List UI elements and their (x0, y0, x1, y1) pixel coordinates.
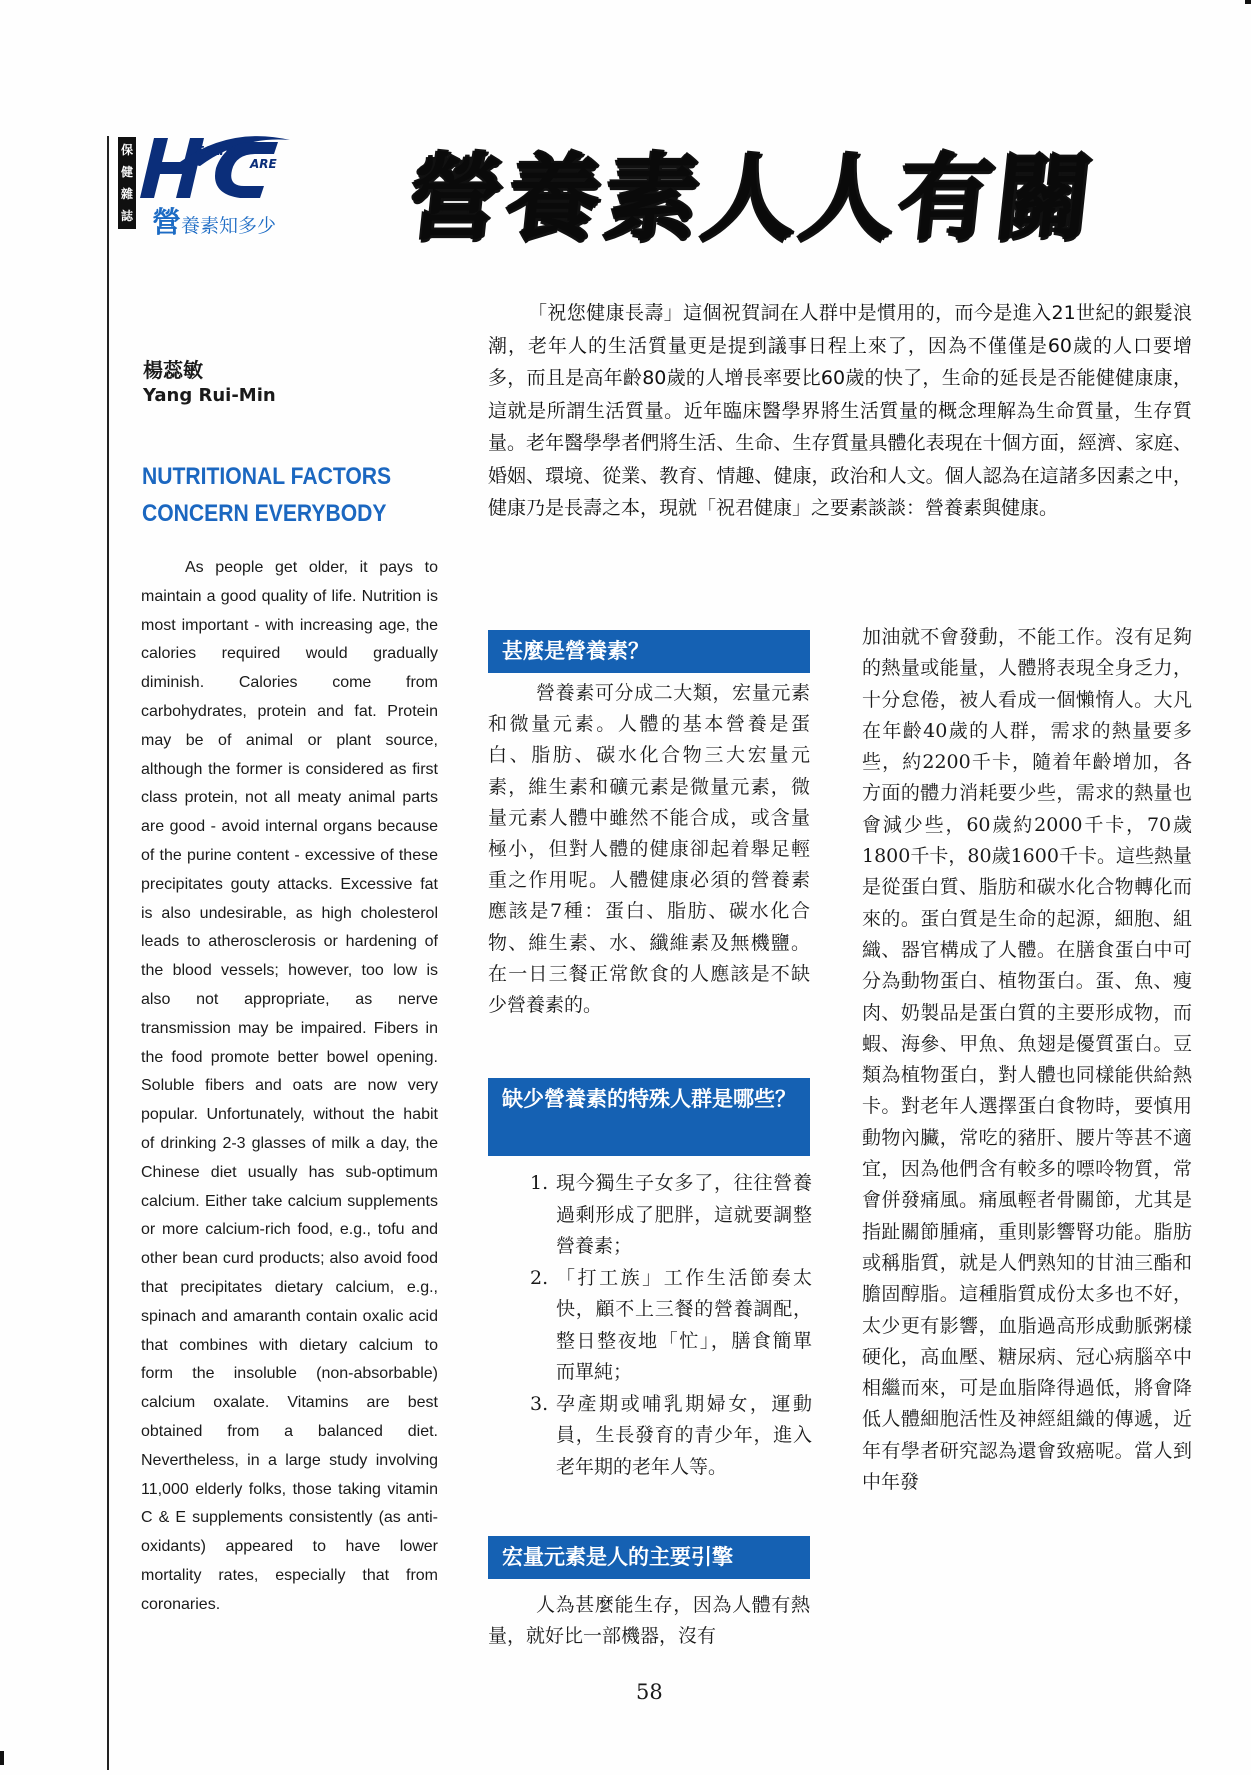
section-heading: 缺少營養素的特殊人群是哪些？ (488, 1078, 810, 1156)
author-name-english: Yang Rui-Min (143, 385, 276, 406)
list-number: 2. (530, 1266, 549, 1289)
vertical-tab-char: 雜 (120, 187, 133, 201)
list-text: 孕產期或哺乳期婦女，運動員，生長發育的青少年，進入老年期的老年人等。 (556, 1392, 812, 1478)
section-tag (152, 200, 276, 241)
paragraph: 營養素可分成二大類，宏量元素和微量元素。人體的基本營養是蛋白、脂肪、碳水化合物三大宏量元素，維生素和礦元素是微量元素，微量元素人體中雖然不能合成，或含量極小，但對人體的健康卻起着舉足輕重之作用呢。人體健康必須的營養素應該是7種：蛋白、脂肪、碳水化合物、維生素、水、纖維素及無機鹽。在一日三餐正常飲食的人應該是不缺少營養素的。 (488, 682, 810, 1017)
logo-word-are: ARE (250, 157, 277, 171)
intro-paragraph: 「祝您健康長壽」這個祝賀詞在人群中是慣用的，而今是進入21世紀的銀髮浪潮，老年人的生活質量更是提到議事日程上來了，因為不僅僅是60歲的人口要增多，而且是高年齡80歲的人增長率要比60歲的快了，生命的延長是否能健健康康，這就是所謂生活質量。近年臨床醫學界將生活質量的概念理解為生命質量，生存質量。老年醫學學者們將生活、生命、生存質量具體化表現在十個方面，經濟、家庭、婚姻、環境、從業、教育、情趣、健康，政治和人文。個人認為在這諸多因素之中，健康乃是長壽之本，現就「祝君健康」之要素談談：營養素與健康。 (488, 302, 1192, 519)
special-groups-list (530, 1168, 812, 1483)
paragraph: 人為甚麼能生存，因為人體有熱量，就好比一部機器，沒有 (488, 1594, 810, 1648)
column-middle-text (488, 678, 810, 1021)
column-right-text (862, 622, 1192, 1498)
vertical-tab-char: 健 (120, 165, 133, 179)
corner-mark (0, 1751, 4, 1765)
margin-rule (107, 136, 109, 1770)
corner-mark (1245, 0, 1251, 4)
article-intro (488, 297, 1192, 525)
english-title (142, 458, 406, 532)
section-tag-small: 養素知多少 (181, 215, 277, 237)
vertical-tab-char: 誌 (120, 209, 133, 223)
list-text: 現今獨生子女多了，往往營養過剩形成了肥胖，這就要調整營養素； (556, 1172, 812, 1257)
list-number: 3. (530, 1392, 549, 1415)
list-item (530, 1263, 812, 1389)
logo-word-ealth: EALTH (196, 144, 235, 158)
magazine-vertical-tab (118, 137, 136, 229)
healthcare-logo (140, 132, 310, 204)
list-number: 1. (530, 1172, 549, 1194)
vertical-tab-char: 保 (120, 143, 133, 157)
page-number: 58 (636, 1680, 663, 1704)
section-heading: 甚麼是營養素？ (488, 630, 810, 673)
author-name-chinese: 楊蕊敏 (143, 358, 203, 382)
list-item (530, 1168, 812, 1263)
list-item (530, 1389, 812, 1484)
hc-logo-mark (140, 132, 310, 204)
column-middle-text (488, 1590, 810, 1652)
english-title-line: CONCERN EVERYBODY (142, 500, 387, 527)
article-title: 營養素人人有關 (402, 145, 1101, 254)
english-title-line: NUTRITIONAL FACTORS (142, 463, 392, 490)
section-tag-big: 營 (152, 205, 182, 239)
paragraph: 加油就不會發動，不能工作。沒有足夠的熱量或能量，人體將表現全身乏力，十分怠倦，被人看成一個懶惰人。大凡在年齡40歲的人群，需求的熱量要多些，約2200千卡，隨着年齡增加，各方面的體力消耗要少些，需求的熱量也會減少些，60歲約2000千卡，70歲1800千卡，80歲1600千卡。這些熱量是從蛋白質、脂肪和碳水化合物轉化而來的。蛋白質是生命的起源，細胞、組織、器官構成了人體。在膳食蛋白中可分為動物蛋白、植物蛋白。蛋、魚、瘦肉、奶製品是蛋白質的主要形成物，而蝦、海參、甲魚、魚翅是優質蛋白。豆類為植物蛋白，對人體也同樣能供給熱卡。對老年人選擇蛋白食物時，要慎用動物內臟，常吃的豬肝、腰片等甚不適宜，因為他們含有較多的嘌呤物質，常會併發痛風。痛風輕者骨關節，尤其是指趾關節腫痛，重則影響腎功能。脂肪或稱脂質，就是人們熟知的甘油三酯和膽固醇脂。這種脂質成份太多也不好，太少更有影響，血脂過高形成動脈粥樣硬化，高血壓、糖尿病、冠心病腦卒中相繼而來，可是血脂降得過低，將會降低人體細胞活性及神經組織的傳遞，近年有學者研究認為還會致癌呢。當人到中年發 (862, 626, 1192, 1494)
list-text: 「打工族」工作生活節奏太快，顧不上三餐的營養調配，整日整夜地「忙」，膳食簡單而單純； (556, 1266, 812, 1383)
english-summary (141, 554, 438, 1619)
section-heading: 宏量元素是人的主要引擎 (488, 1536, 810, 1579)
english-summary-text: As people get older, it pays to maintain a good quality of life. Nutrition is most important - with increasing age, the calories required would gradually diminish. Calories come from carbohydrates, protein and fat. Protein may be of animal or plant source, although the former is considered as first class protein, not all meaty animal parts are good - avoid internal organs because of the purine content - excessive of these precipitates gouty attacks. Excessive fat is also undesirable, as high cholesterol leads to atherosclerosis or hardening of the blood vessels; however, too low is also not appropriate, as nerve transmission may be impaired. Fibers in the food promote better bowel opening. Soluble fibers and oats are now very popular. Unfortunately, without the habit of drinking 2-3 glasses of milk a day, the Chinese diet usually has sub-optimum calcium. Either take calcium supplements or more calcium-rich food, e.g., tofu and other bean curd products; also avoid food that precipitates dietary calcium, e.g., spinach and amaranth contain oxalic acid that combines with dietary calcium to form the insoluble (non-absorbable) calcium oxalate. Vitamins are best obtained from a balanced diet. Nevertheless, in a large study involving 11,000 elderly folks, those taking vitamin C & E supplements consistently (as anti-oxidants) appeared to have lower mortality rates, especially that from coronaries. (141, 559, 438, 1613)
